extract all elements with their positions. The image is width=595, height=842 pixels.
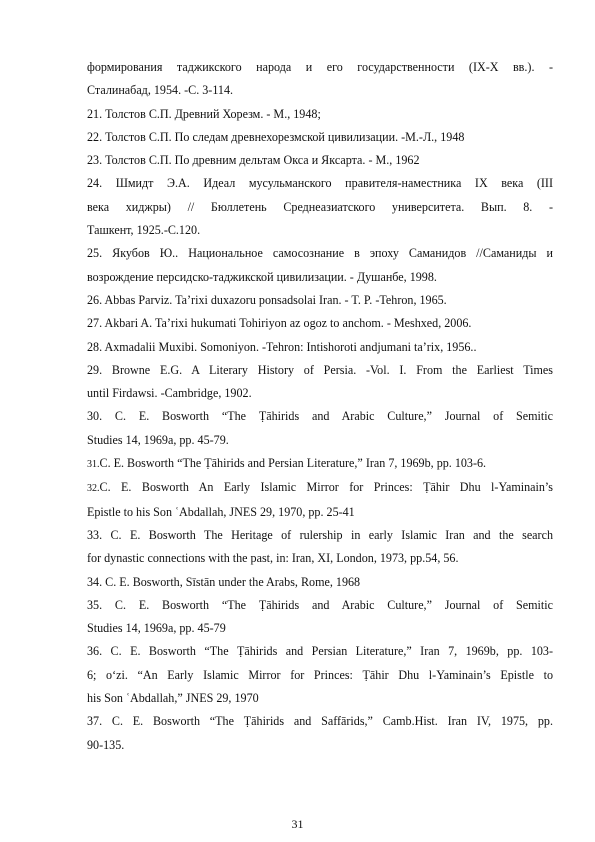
reference-text: 23. Толстов С.П. По древним дельтам Окса и Яксарта. - М., 1962: [87, 153, 420, 168]
reference-text: возрождение персидско-таджикской цивилизации. - Душанбе, 1998.: [87, 269, 437, 284]
reference-line: [87, 196, 553, 219]
references-list: [87, 56, 553, 757]
reference-text: 25. Якубов Ю.. Национальное самосознание в эпоху Саманидов //Саманиды и: [87, 246, 553, 261]
reference-line: [87, 594, 553, 617]
reference-text: 36. C. E. Bosworth “The Ṭāhirids and Persian Literature,” Iran 7, 1969b, pp. 103-: [87, 644, 553, 659]
reference-line: [87, 405, 553, 428]
reference-text: 22. Толстов С.П. По следам древнехорезмской цивилизации. -М.-Л., 1948: [87, 129, 465, 144]
reference-line: [87, 336, 553, 359]
reference-text: until Firdawsi. -Cambridge, 1902.: [87, 386, 252, 401]
reference-line: [87, 734, 553, 757]
reference-line: [87, 640, 553, 663]
reference-line: [87, 452, 553, 476]
reference-text: C. E. Bosworth An Early Islamic Mirror for Princes: Ṭāhir Dhu l-Yaminain’s: [99, 480, 553, 495]
reference-line: [87, 312, 553, 335]
reference-text: века хиджры) // Бюллетень Среднеазиатского университета. Вып. 8. -: [87, 199, 553, 214]
reference-line: [87, 429, 553, 452]
reference-text: Ташкент, 1925.-С.120.: [87, 223, 201, 238]
reference-text: 26. Abbas Parviz. Ta’rixi duxazoru ponsadsolai Iran. - T. P. -Tehron, 1965.: [87, 292, 447, 307]
reference-text: for dynastic connections with the past, in: Iran, XI, London, 1973, pp.54, 56.: [87, 551, 459, 566]
reference-line: [87, 664, 553, 687]
reference-line: [87, 219, 553, 242]
reference-text: 21. Толстов С.П. Древний Хорезм. - М., 1948;: [87, 106, 321, 121]
reference-line: [87, 172, 553, 195]
reference-line: [87, 359, 553, 382]
reference-line: [87, 524, 553, 547]
reference-line: [87, 571, 553, 594]
reference-line: [87, 126, 553, 149]
reference-line: [87, 56, 553, 79]
reference-text: 33. C. E. Bosworth The Heritage of rulership in early Islamic Iran and the search: [87, 527, 553, 542]
reference-line: [87, 79, 553, 102]
reference-line: [87, 617, 553, 640]
reference-text: 28. Axmadalii Muxibi. Somoniyon. -Tehron: Intishoroti andjumani ta’rix, 1956..: [87, 339, 477, 354]
reference-number: 32.: [87, 483, 100, 495]
reference-text: 6; oʻzi. “An Early Islamic Mirror for Princes: Ṭāhir Dhu l-Yaminain’s Epistle to: [87, 667, 553, 682]
reference-text: 37. C. E. Bosworth “The Ṭāhirids and Saffārids,” Camb.Hist. Iran IV, 1975, pp.: [87, 714, 553, 729]
reference-line: [87, 710, 553, 733]
reference-text: 24. Шмидт Э.А. Идеал мусульманского правителя-наместника IX века (III: [87, 176, 553, 191]
reference-text: 34. C. E. Bosworth, Sīstān under the Arabs, Rome, 1968: [87, 574, 361, 589]
reference-line: [87, 149, 553, 172]
page-number: 31: [291, 817, 304, 831]
reference-line: [87, 266, 553, 289]
reference-line: [87, 382, 553, 405]
reference-line: [87, 501, 553, 524]
reference-text: Studies 14, 1969a, pp. 45-79: [87, 621, 226, 636]
reference-line: [87, 687, 553, 710]
reference-line: [87, 547, 553, 570]
reference-text: his Son ʿAbdallah,” JNES 29, 1970: [87, 691, 259, 706]
reference-text: C. E. Bosworth “The Ṭāhirids and Persian Literature,” Iran 7, 1969b, pp. 103-6.: [99, 456, 487, 471]
reference-text: 30. C. E. Bosworth “The Ṭāhirids and Arabic Culture,” Journal of Semitic: [87, 409, 553, 424]
reference-number: 31.: [87, 459, 100, 471]
reference-text: Сталинабад, 1954. -С. 3-114.: [87, 83, 234, 98]
reference-text: Studies 14, 1969a, pp. 45-79.: [87, 432, 229, 447]
reference-line: [87, 289, 553, 312]
reference-text: 29. Browne E.G. A Literary History of Persia. -Vol. I. From the Earliest Times: [87, 362, 553, 377]
reference-text: 90-135.: [87, 737, 125, 752]
reference-text: Epistle to his Son ʿAbdallah, JNES 29, 1970, pp. 25-41: [87, 504, 355, 519]
reference-line: [87, 242, 553, 265]
reference-text: 27. Akbari A. Ta’rixi hukumati Tohiriyon az ogoz to anchom. - Meshxed, 2006.: [87, 316, 472, 331]
reference-line: [87, 476, 553, 500]
reference-text: 35. C. E. Bosworth “The Ṭāhirids and Arabic Culture,” Journal of Semitic: [87, 597, 553, 612]
reference-text: формирования таджикского народа и его государственности (IX-X вв.). -: [87, 60, 553, 74]
reference-line: [87, 103, 553, 126]
